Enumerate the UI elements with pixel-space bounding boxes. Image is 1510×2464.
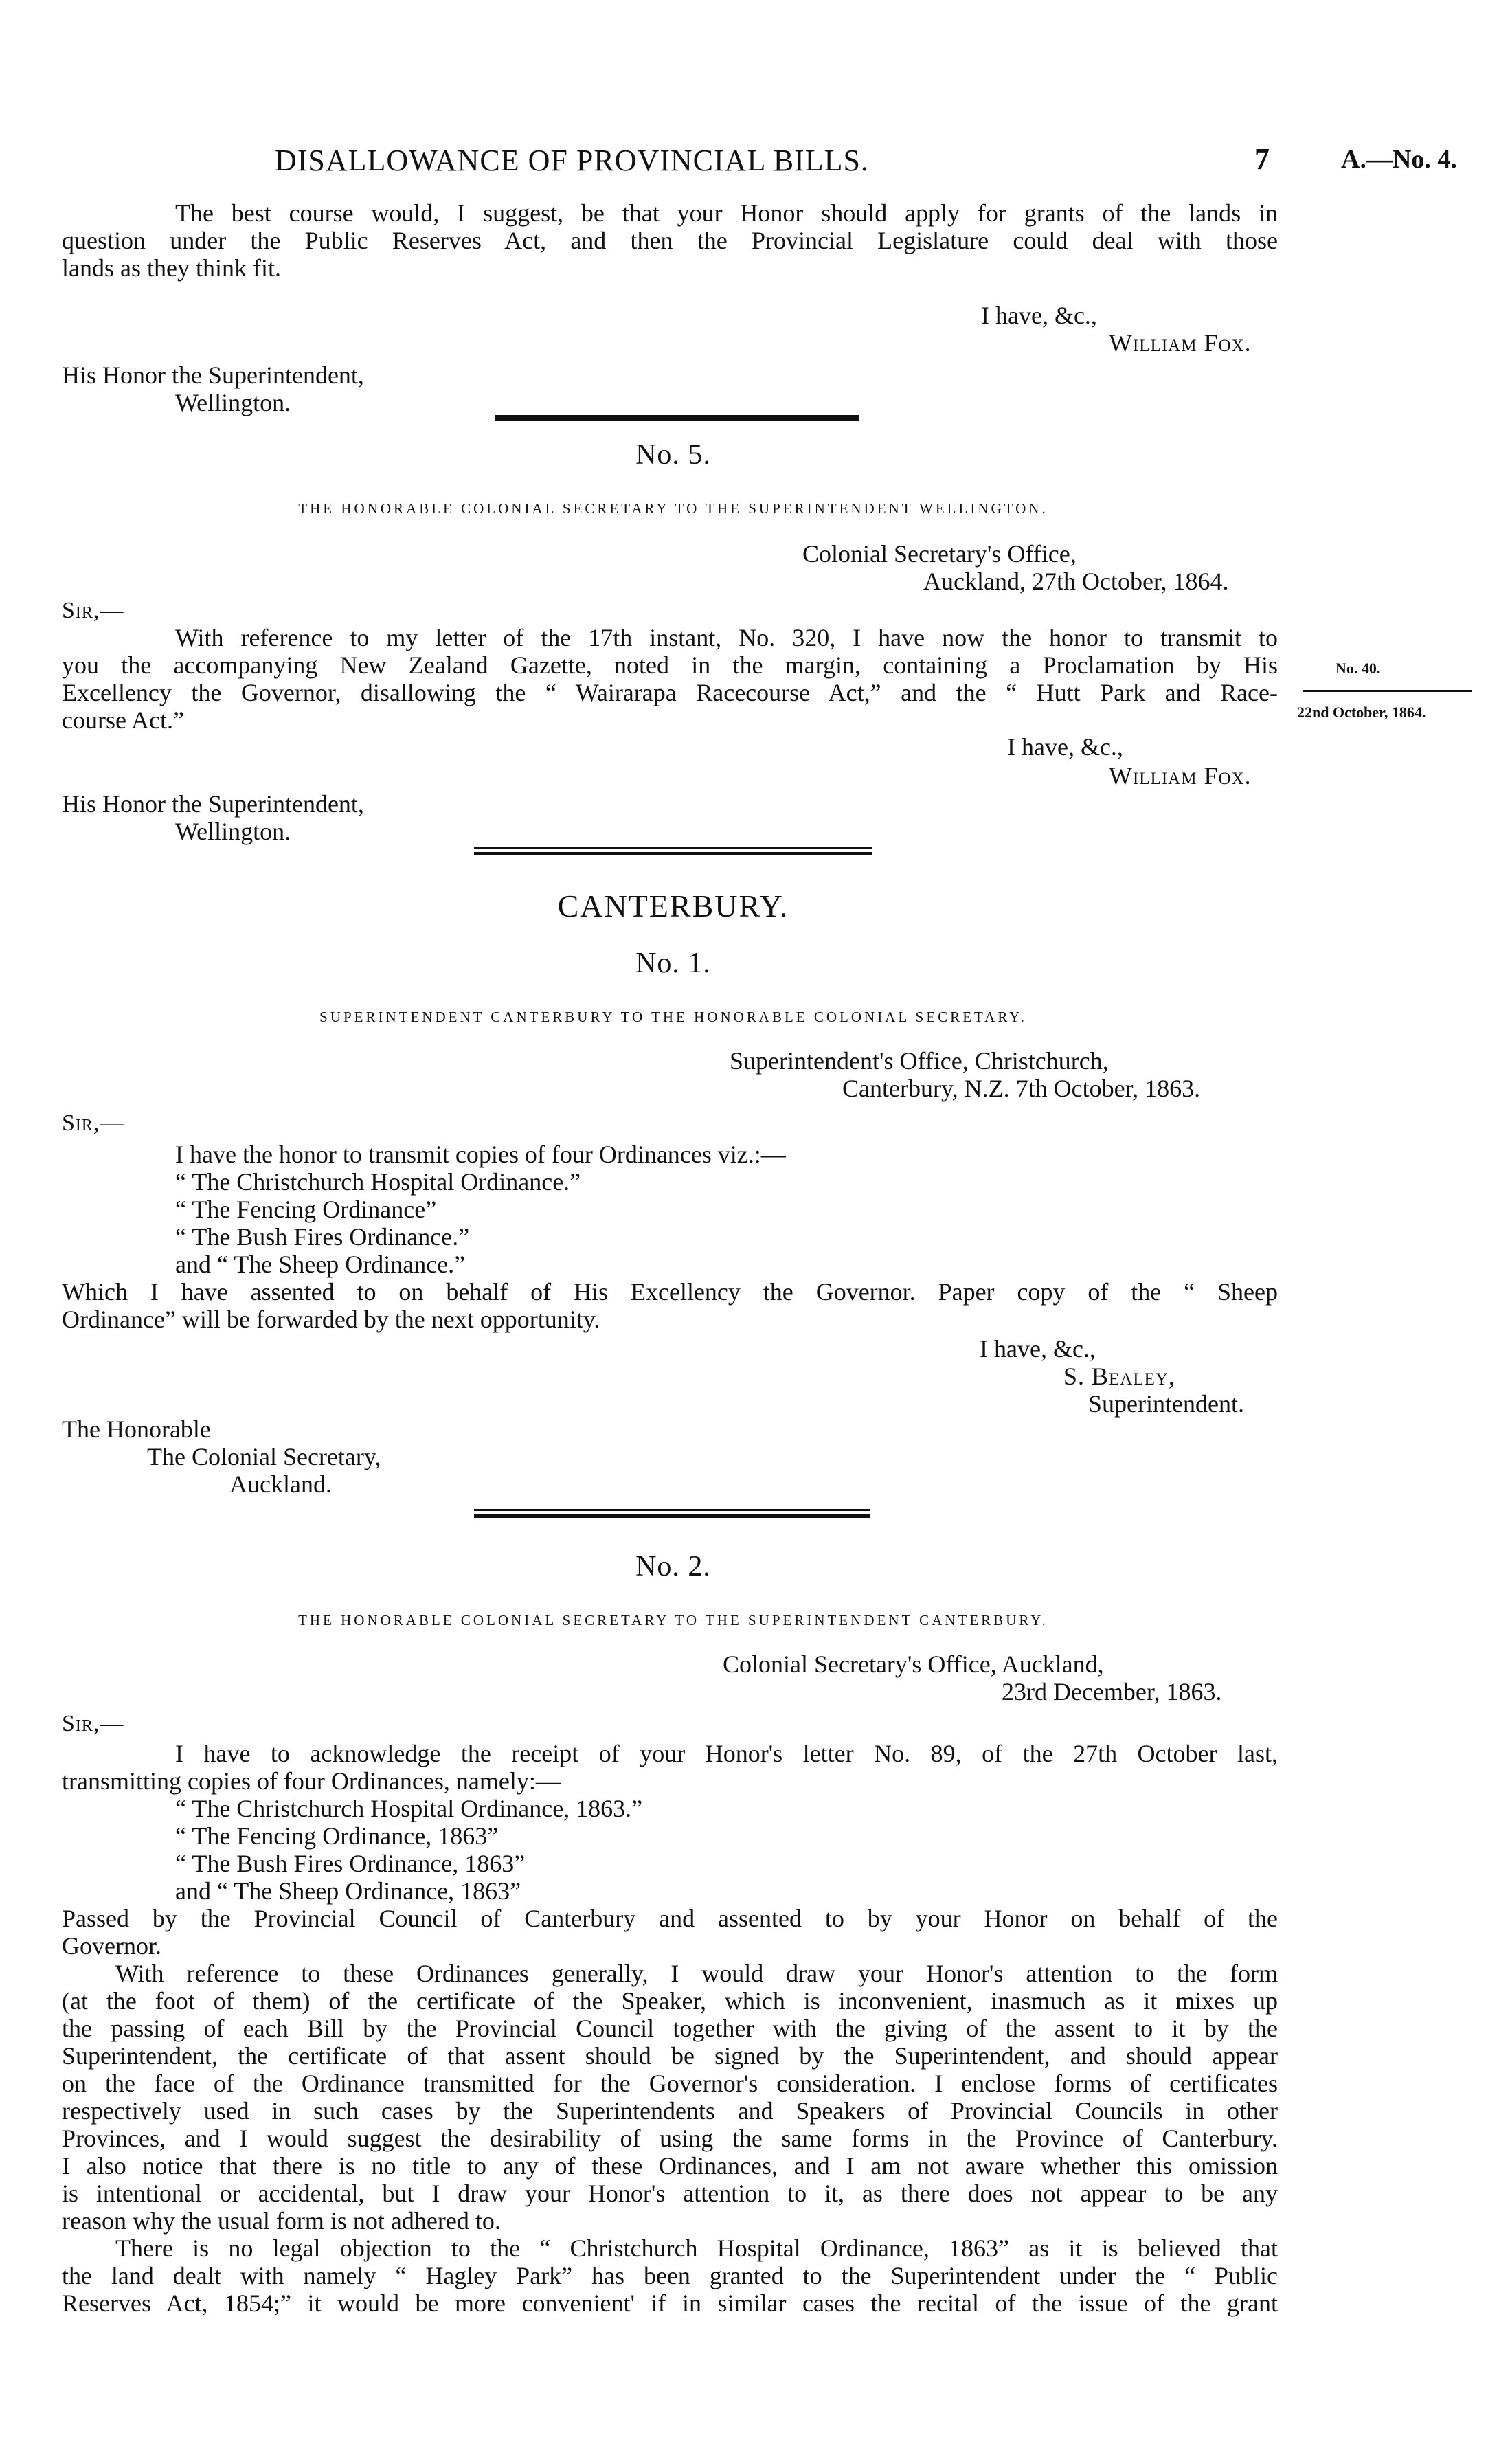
intro-closing: I have, &c., xyxy=(981,302,1097,329)
intro-paragraph: The best course would, I suggest, be that your Honor should apply for grants of the lands in question under the Public Reserves Act, and then the Provincial Legislature could deal with those lands as they think fit. xyxy=(62,199,1278,282)
letter-5-body: With reference to my letter of the 17th instant, No. 320, I have now the honor to transmit to you the accompanying New Zealand Gazette, noted in the margin, containing a Proclamation by His Excellency the Governor, disallowing the “ Wairarapa Racecourse Act,” and the “ Hutt Park and Race- course Act.” xyxy=(62,624,1278,734)
letter-number-1: No. 1. xyxy=(635,948,711,979)
double-rule-bottom xyxy=(474,852,872,855)
letter-2-heading: THE HONORABLE COLONIAL SECRETARY TO THE SUPERINTENDENT CANTERBURY. xyxy=(298,1612,1048,1628)
letter-1-addressee: The Honorable The Colonial Secretary, Auckland. xyxy=(62,1415,381,1498)
letter-5-place: Colonial Secretary's Office, Auckland, 27th October, 1864. xyxy=(802,540,1229,595)
letter-1-heading: SUPERINTENDENT CANTERBURY TO THE HONORABLE COLONIAL SECRETARY. xyxy=(319,1009,1027,1025)
letter-2-paragraph-4: There is no legal objection to the “ Christchurch Hospital Ordinance, 1863” as it is believed that the land dealt with namely “ Hagley Park” has been granted to the Superintendent under the “ Public Reserves Act, 1854;” it would be more convenient' if in similar cases the recital of the issue of the grant xyxy=(62,2235,1278,2317)
letter-5-salutation: Sir,— xyxy=(62,598,124,623)
margin-note-date: 22nd October, 1864. xyxy=(1297,704,1426,721)
letter-2-paragraph-1: I have to acknowledge the receipt of your Honor's letter No. 89, of the 27th October last, transmitting copies of four Ordinances, namely:— xyxy=(62,1740,1278,1795)
letter-2-ordinance-list: “ The Christchurch Hospital Ordinance, 1863.” “ The Fencing Ordinance, 1863” “ The Bush Fires Ordinance, 1863” and “ The Sheep Ordinance, 1863” xyxy=(175,1795,643,1905)
letter-1-closing: I have, &c., xyxy=(980,1335,1096,1363)
margin-rule xyxy=(1303,690,1472,692)
page-number: 7 xyxy=(1254,142,1270,176)
letter-2-salutation: Sir,— xyxy=(62,1711,124,1736)
letter-1-body-continued: Which I have assented to on behalf of His Excellency the Governor. Paper copy of the “ Sheep Ordinance” will be forwarded by the next opportunity. xyxy=(62,1278,1278,1333)
letter-2-place: Colonial Secretary's Office, Auckland, 23rd December, 1863. xyxy=(723,1650,1222,1705)
letter-5-signature: William Fox. xyxy=(1109,762,1252,789)
section-title-canterbury: CANTERBURY. xyxy=(557,888,789,923)
letter-1-signature-title: Superintendent. xyxy=(1088,1390,1244,1418)
letter-1-signature: S. Bealey, xyxy=(1063,1363,1175,1390)
letter-5-heading: THE HONORABLE COLONIAL SECRETARY TO THE SUPERINTENDENT WELLINGTON. xyxy=(298,500,1048,517)
letter-1-place: Superintendent's Office, Christchurch, Canterbury, N.Z. 7th October, 1863. xyxy=(730,1047,1201,1102)
letter-1-salutation: Sir,— xyxy=(62,1110,124,1136)
intro-addressee: His Honor the Superintendent, Wellington. xyxy=(62,361,364,416)
letter-2-paragraph-3: With reference to these Ordinances generally, I would draw your Honor's attention to the form (at the foot of them) of the certificate of the Speaker, which is inconvenient, inasmuch as it mixes up the passing of each Bill by the Provincial Council together with the giving of the assent to it by the Superintendent, the certificate of that assent should be signed by the Superintendent, and should appear on the face of the Ordinance transmitted for the Governor's consideration. I enclose forms of certificates respectively used in such cases by the Superintendents and Speakers of Provincial Councils in other Provinces, and I would suggest the desirability of using the same forms in the Province of Canterbury. I also notice that there is no title to any of these Ordinances, and I am not aware whether this omission is intentional or accidental, but I draw your Honor's attention to it, as there does not appear to be any reason why the usual form is not adhered to. xyxy=(62,1960,1278,2235)
rule-thick xyxy=(474,1514,870,1518)
letter-number-2: No. 2. xyxy=(635,1551,711,1582)
section-rule xyxy=(495,415,859,421)
margin-note-gazette-number: No. 40. xyxy=(1336,660,1381,677)
intro-signature: William Fox. xyxy=(1109,329,1252,357)
double-rule-top xyxy=(474,847,872,849)
letter-1-body: I have the honor to transmit copies of four Ordinances viz.:— “ The Christchurch Hospital Ordinance.” “ The Fencing Ordinance” “ The Bush Fires Ordinance.” and “ The Sheep Ordinance.” xyxy=(175,1141,786,1278)
letter-5-addressee: His Honor the Superintendent, Wellington. xyxy=(62,790,364,845)
letter-number-5: No. 5. xyxy=(635,439,711,471)
letter-2-paragraph-2: Passed by the Provincial Council of Canterbury and assented to by your Honor on behalf of the Governor. xyxy=(62,1905,1278,1960)
letter-5-closing: I have, &c., xyxy=(1007,733,1123,761)
running-title: DISALLOWANCE OF PROVINCIAL BILLS. xyxy=(275,144,869,177)
document-reference: A.—No. 4. xyxy=(1341,145,1457,174)
rule-thin xyxy=(474,1509,870,1511)
